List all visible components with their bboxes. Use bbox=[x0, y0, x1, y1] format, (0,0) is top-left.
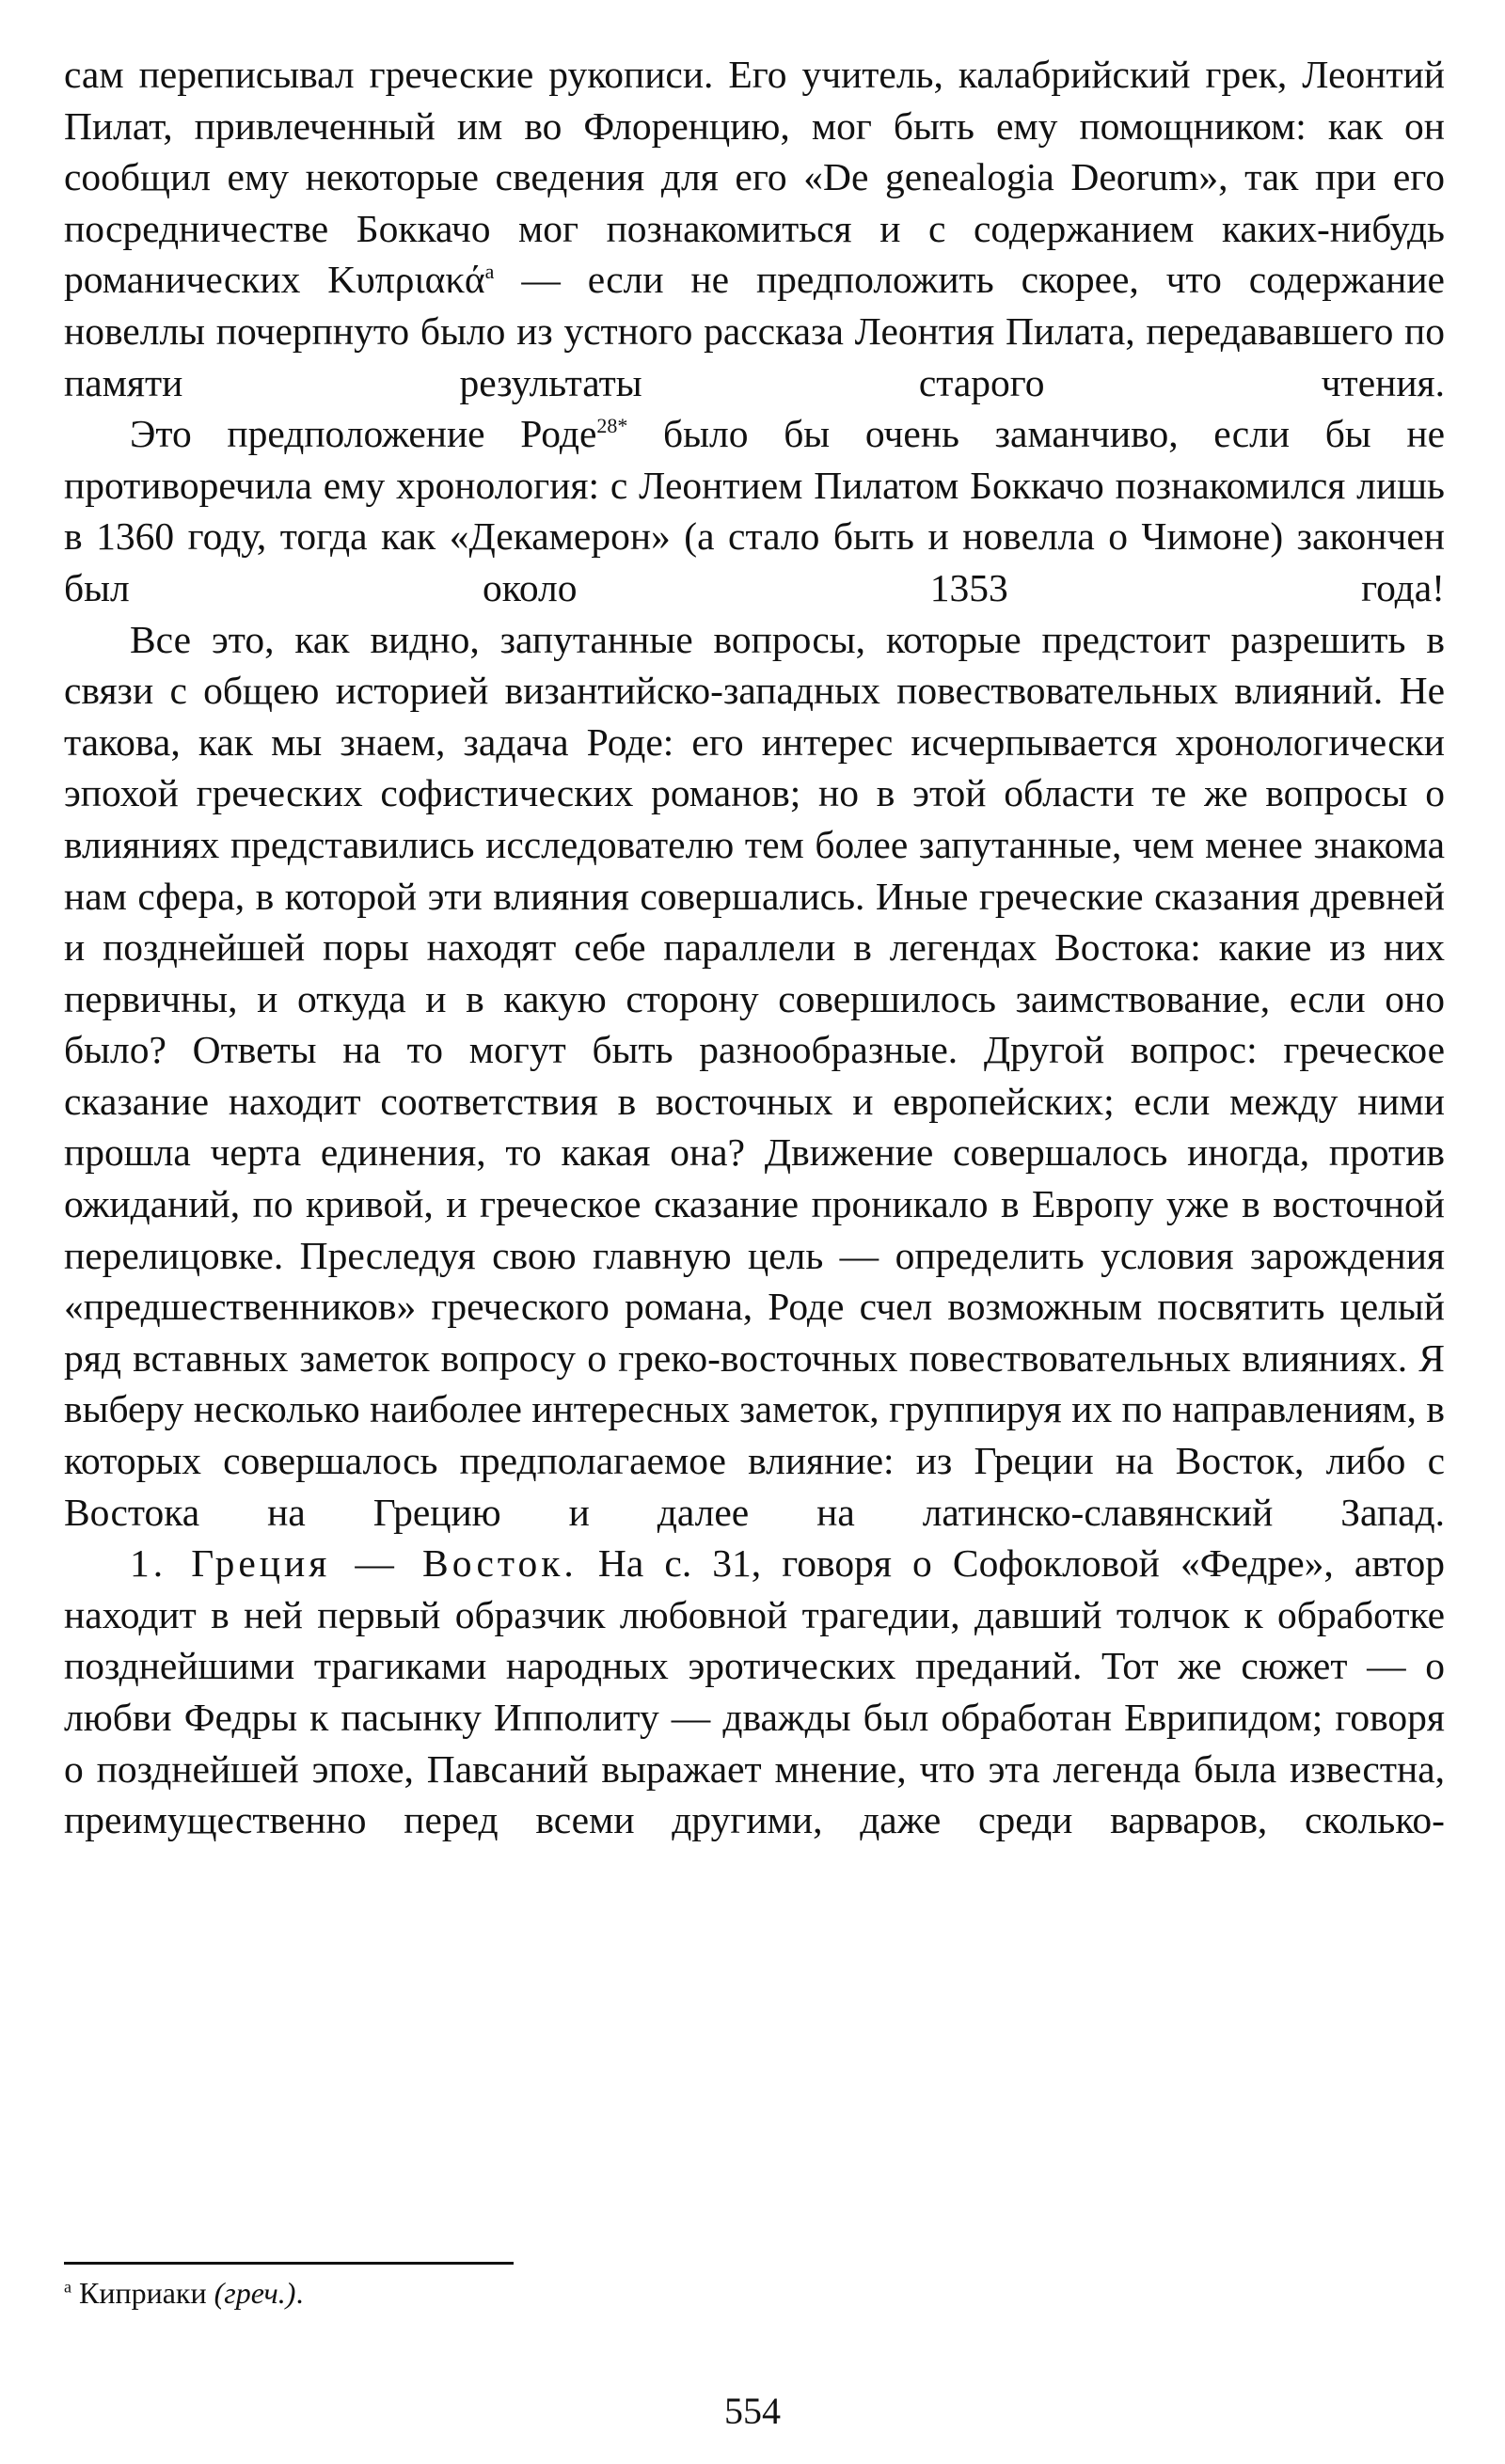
endnote-marker: 28* bbox=[596, 414, 628, 438]
footnote-word: Киприаки bbox=[79, 2276, 207, 2310]
page-number: 554 bbox=[724, 2390, 781, 2432]
paragraph-2-text-a: Это предположение Роде bbox=[130, 412, 597, 456]
footnote-period: . bbox=[295, 2276, 304, 2310]
section-heading: 1. Греция — Восток. bbox=[130, 1541, 578, 1586]
footnote-language: (греч.) bbox=[214, 2276, 296, 2310]
paragraph-2 bbox=[64, 408, 1445, 613]
paragraph-1 bbox=[64, 49, 1445, 408]
paragraph-4 bbox=[64, 1538, 1445, 1846]
footnote-divider bbox=[64, 2262, 514, 2265]
footnote bbox=[64, 2274, 303, 2312]
main-text bbox=[64, 49, 1445, 1846]
paragraph-4-text: На с. 31, говоря о Софокловой «Федре», автор находит в ней первый образчик любовной трагедии, давший толчок к обработке позднейшими трагиками народных эротических преданий. Тот же сюжет — о любви Федры к пасынку Ипполиту — дважды был обработан Еврипидом; говоря о позднейшей эпохе, Павсаний выражает мнение, что эта легенда была известна, преимущественно перед всеми другими, даже среди варваров, сколько- bbox=[64, 1541, 1445, 1842]
footnote-marker: a bbox=[484, 260, 495, 284]
paragraph-1-text-a: сам переписывал греческие рукописи. Его учитель, калабрийский грек, Леонтий Пилат, привлеченный им во Флоренцию, мог быть ему помощником: как он сообщил ему некоторые сведения для его «De genealogia Deorum», так при его посредничестве Боккачо мог познакомиться и с содержанием каких-нибудь романических Κυπριακά bbox=[64, 53, 1445, 302]
paragraph-2-text-b: было бы очень заманчиво, если бы не противоречила ему хронология: с Леонтием Пилатом Боккачо познакомился лишь в 1360 году, тогда как «Декамерон» (а стало быть и новелла о Чимоне) закончен был около 1353 года! bbox=[64, 412, 1445, 609]
footnote-label-marker: а bbox=[64, 2277, 71, 2297]
paragraph-1-text-b: — если не предположить скорее, что содержание новеллы почерпнуто было из устного рассказа Леонтия Пилата, передававшего по памяти результаты старого чтения. bbox=[64, 258, 1445, 404]
paragraph-3: Все это, как видно, запутанные вопросы, которые предстоит разрешить в связи с общею историей византийско-западных повествовательных влияний. Не такова, как мы знаем, задача Роде: его интерес исчерпывается хронологически эпохой греческих софистических романов; но в этой области те же вопросы о влияниях представились исследователю тем более запутанные, чем менее знакома нам сфера, в которой эти влияния совершались. Иные греческие сказания древней и позднейшей поры находят себе параллели в легендах Востока: какие из них первичны, и откуда и в какую сторону совершилось заимствование, если оно было? Ответы на то могут быть разнообразные. Другой вопрос: греческое сказание находит соответствия в восточных и европейских; если между ними прошла черта единения, то какая она? Движение совершалось иногда, против ожиданий, по кривой, и греческое сказание проникало в Европу уже в восточной перелицовке. Преследуя свою главную цель — определить условия зарождения «предшественников» греческого романа, Роде счел возможным посвятить целый ряд вставных заметок вопросу о греко-восточных повествовательных влияниях. Я выберу несколько наиболее интересных заметок, группируя их по направлениям, в которых совершалось предполагаемое влияние: из Греции на Восток, либо с Востока на Грецию и далее на латинско-славянский Запад. bbox=[64, 617, 1445, 1534]
